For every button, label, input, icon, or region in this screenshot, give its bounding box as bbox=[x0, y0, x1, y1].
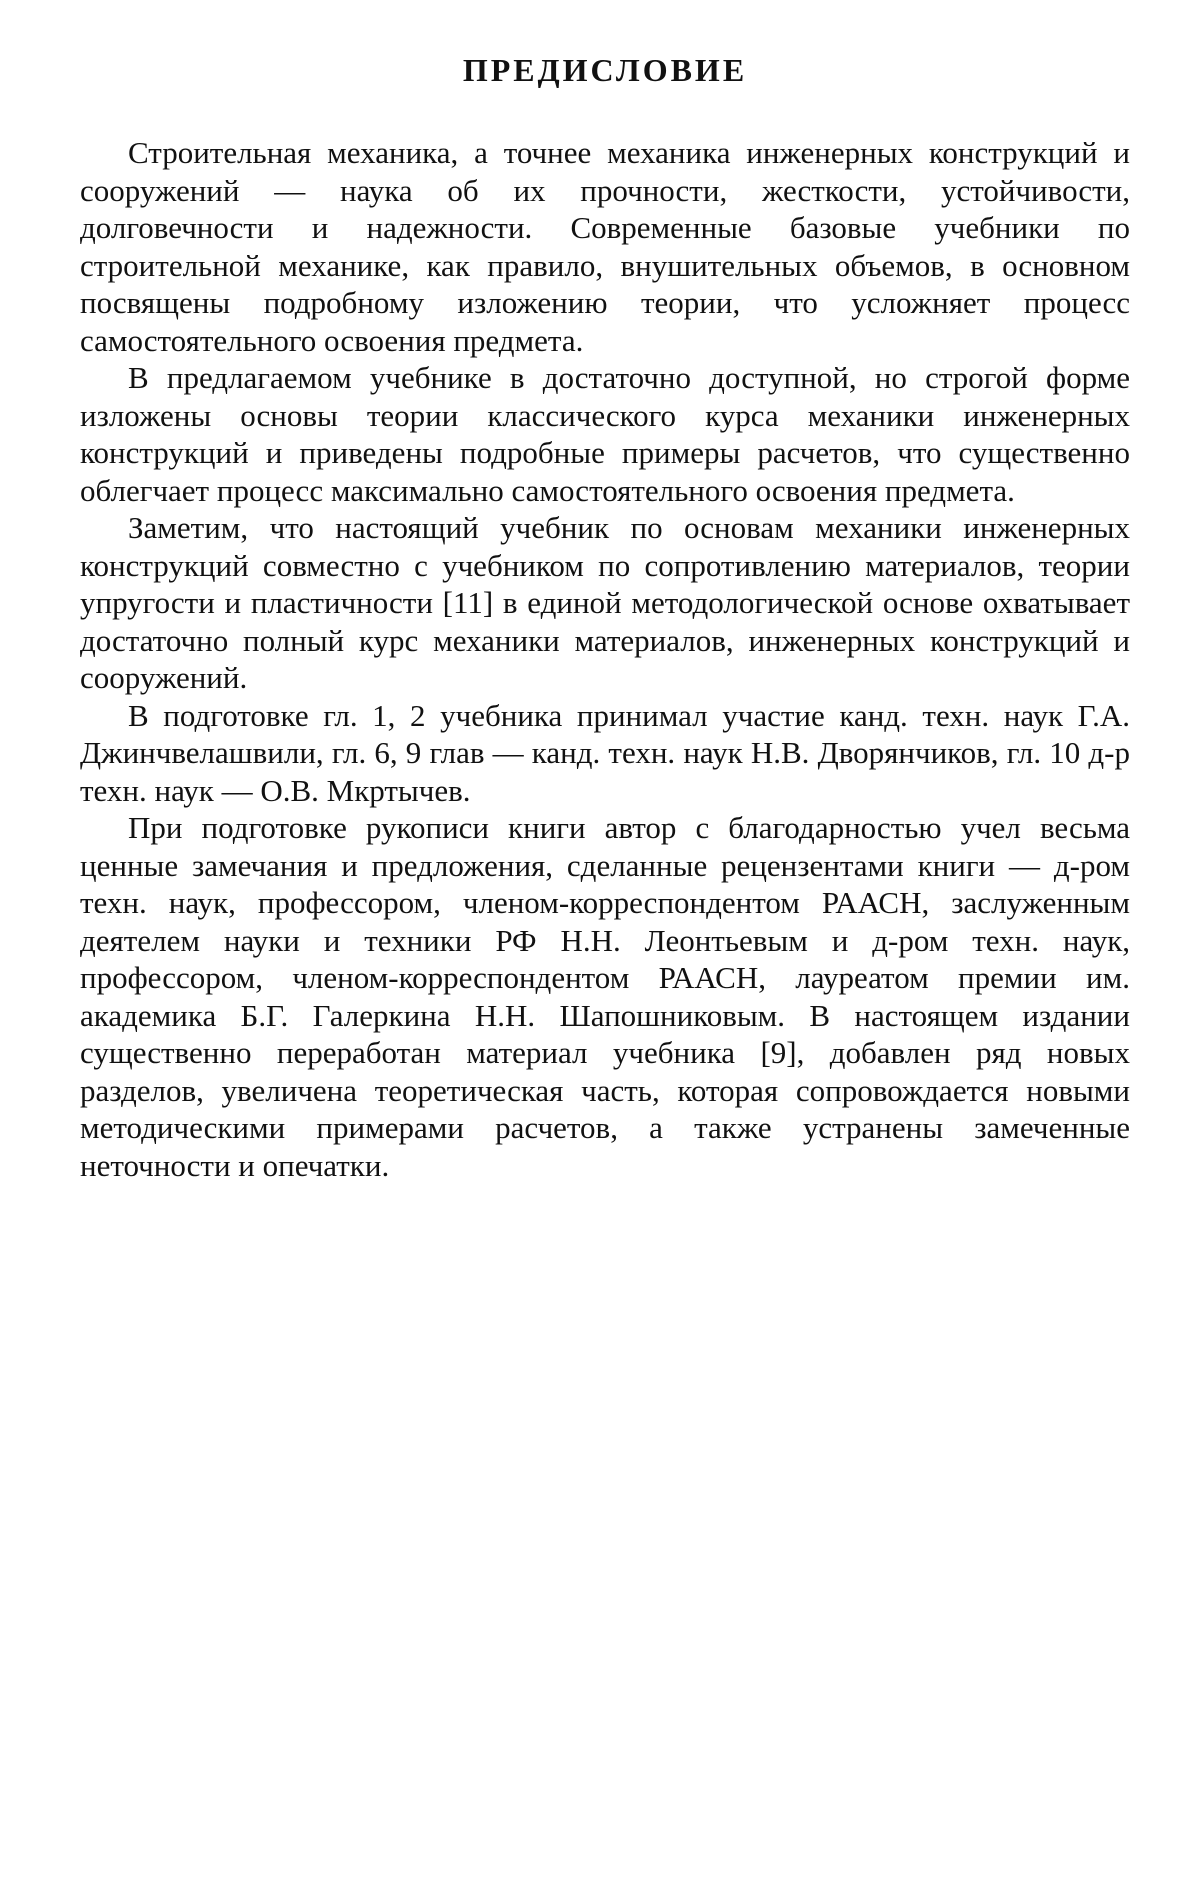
page-title: ПРЕДИСЛОВИЕ bbox=[462, 52, 748, 88]
paragraph-intro: Строительная механика, а точнее механика инженерных конструкций и сооружений — наука об их прочности, жесткости, устойчивости, долговечности и надежности. Современные базовые учебники по строительной механике, как правило, внушительных объемов, в основном посвящены подробному изложению теории, что усложняет процесс самостоятельного освоения предмета. bbox=[80, 135, 1130, 358]
paragraph-related-textbook: Заметим, что настоящий учебник по основам механики инженерных конструкций совместно с учебником по сопротивлению материалов, теории упругости и пластичности [11] в единой методологической основе охватывает достаточно полный курс механики материалов, инженерных конструкций и сооружений. bbox=[80, 510, 1130, 695]
document-page bbox=[80, 50, 1130, 1184]
paragraph-contributors: В подготовке гл. 1, 2 учебника принимал участие канд. техн. наук Г.А. Джинчвелашвили, гл. 6, 9 глав — канд. техн. наук Н.В. Дворянчиков, гл. 10 д-р техн. наук — О.В. Мкртычев. bbox=[80, 697, 1130, 808]
paragraph-acknowledgements: При подготовке рукописи книги автор с благодарностью учел весьма ценные замечания и предложения, сделанные рецензентами книги — д-ром техн. наук, профессором, членом-корреспондентом РААСН, заслуженным деятелем науки и техники РФ Н.Н. Леонтьевым и д-ром техн. наук, профессором, членом-корреспондентом РААСН, лауреатом премии им. академика Б.Г. Галеркина Н.Н. Шапошниковым. В настоящем издании существенно переработан материал учебника [9], добавлен ряд новых разделов, увеличена теоретическая часть, которая сопровождается новыми методическими примерами расчетов, а также устранены замеченные неточности и опечатки. bbox=[80, 810, 1130, 1183]
paragraph-textbook-description: В предлагаемом учебнике в достаточно доступной, но строгой форме изложены основы теории классического курса механики инженерных конструкций и приведены подробные примеры расчетов, что существенно облегчает процесс максимально самостоятельного освоения предмета. bbox=[80, 360, 1130, 508]
